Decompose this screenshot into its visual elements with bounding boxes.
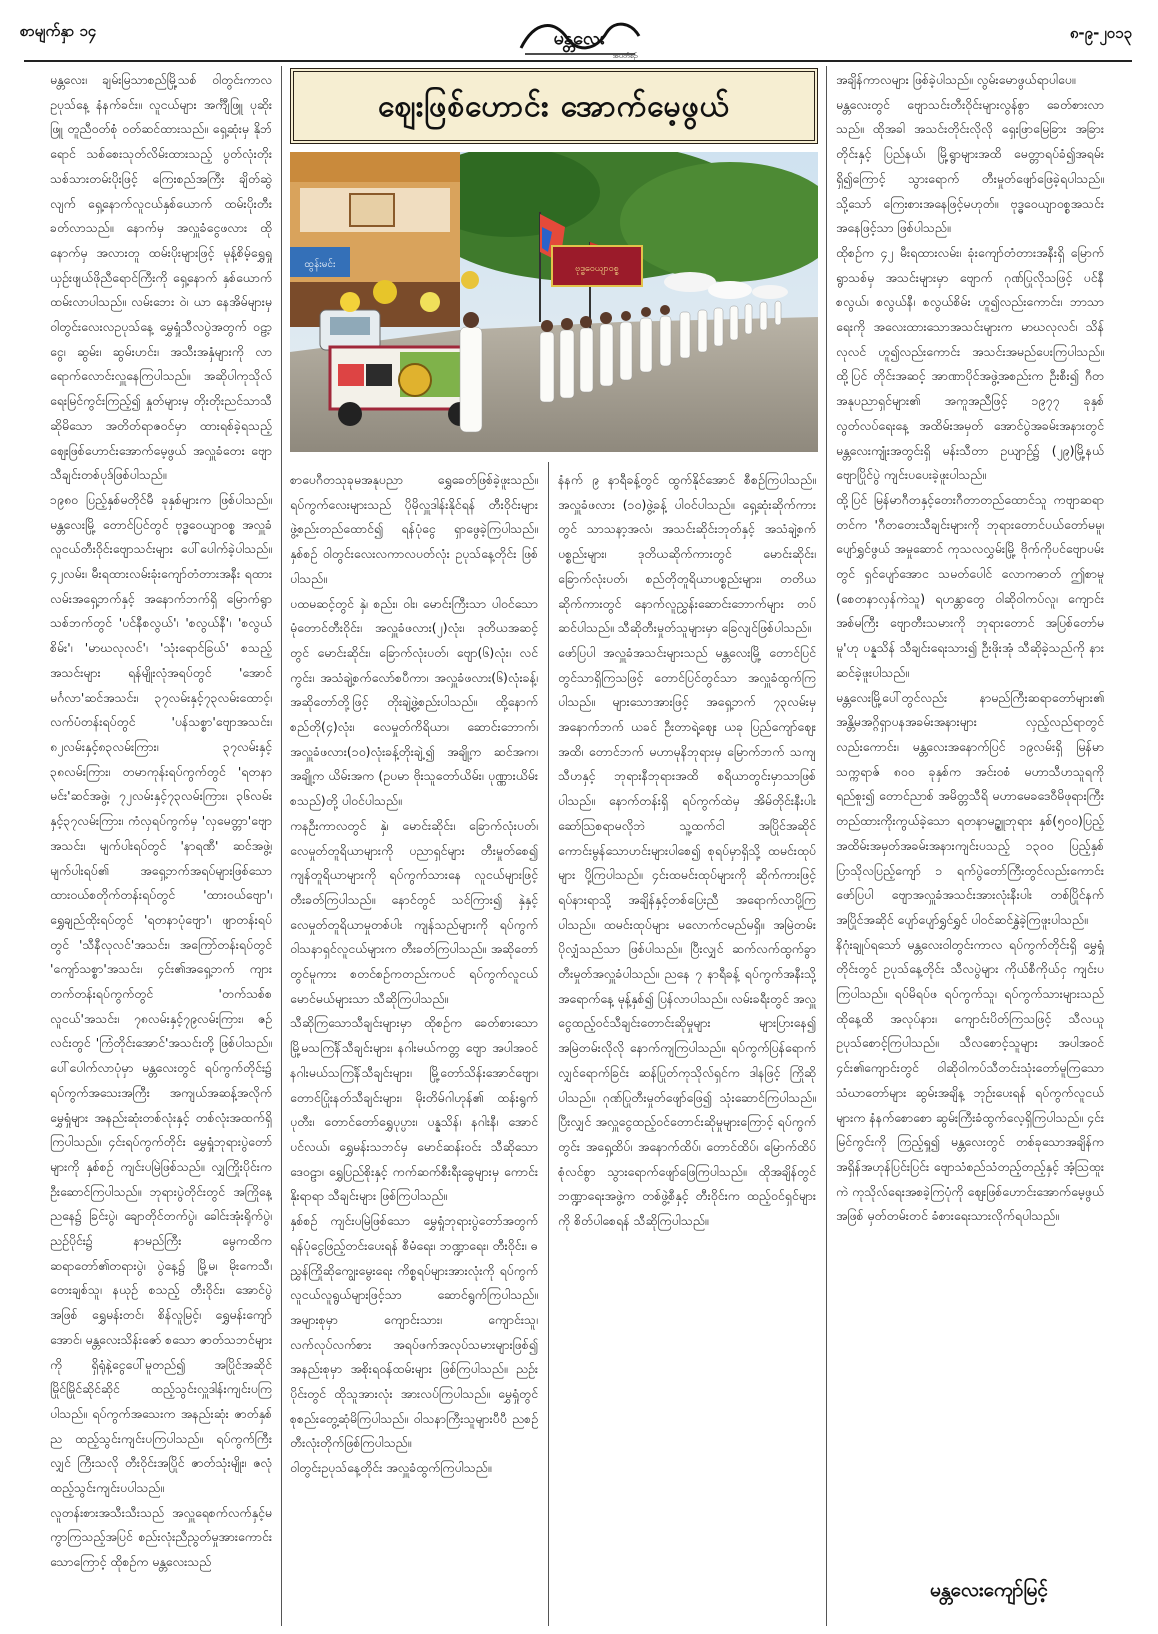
author-byline: မန္တလေးကျော်မြင့် [930, 1579, 1048, 1601]
shop-sign: ထွန်းမင်း [304, 259, 336, 270]
article-column-2: စာပေဂီတသုခုမအနုပညာ ရွှေခေတ်ဖြစ်ခဲ့ဖူးသည်။ ရပ်ကွက်လေးများသည် ပိုမိုလှူဒါန်းနိုင်ရန် တီးဝိုင်းများဖွဲ့စည်းတည်ထောင်၍ ရန်ပုံငွေ ရှာဖွေခဲ့ကြပါသည်။ နှစ်စဉ် ဝါတွင်းလေးလကာလပတ်လုံး ဥပုသ်နေ့တိုင်း ဖြစ်ပါသည်။ ပထမဆင့်တွင် နှဲ၊ စည်း၊ ဝါး၊ မောင်းကြီးသာ ပါဝင်သော မုံတောင်တီးဝိုင်း၊ အလှူခံဖလား(၂)လုံး၊ ဒုတိယအဆင့်တွင် မောင်းဆိုင်း၊ ခြောက်လုံးပတ်၊ ဗျော(၆)လုံး၊ လင်ကွင်း၊ အသံချဲ့စက်လော်စပီကာ၊ အလှူခံဖလား(၆)လုံးခန့်၊ အဆိုတော်တို့ဖြင့် တိုးချဲ့ဖွဲ့စည်းပါသည်။ ထို့နောက် စည်တို(၄)လုံး၊ လေမှုတ်ကိရိယာ၊ ဆောင်းဘောက်၊ အလှူခံဖလား(၁၀)လုံးခန့်တိုးချဲ့၍ အချို့က ဆင်အက၊ အချို့က ယိမ်းအက (ဥပမာ ဗိုးသူတော်ယိမ်း၊ ပုဏ္ဏားယိမ်း စသည်)တို့ ပါဝင်ပါသည်။ ကနဦးကာလတွင် နှဲ၊ မောင်းဆိုင်း၊ ခြောက်လုံးပတ်၊ လေမှုတ်တူရိယာများကို ပညာရှင်များ တီးမှုတ်စေ၍ ကျန်တူရိယာများကို ရပ်ကွက်သားနေ လူငယ်များဖြင့် တီးခတ်ကြပါသည်။ နောင်တွင် သင်ကြား၍ နှဲနှင့် လေမှုတ်တူရိယာမှုတစ်ပါး ကျန်သည်များကို ရပ်ကွက်ဝါသနာရှင်လူငယ်များက တီးခတ်ကြပါသည်။ အဆိုတော်တွင်မူကား စတင်စဉ်ကတည်းကပင် ရပ်ကွက်လူငယ်မောင်မယ်များသာ သီဆိုကြပါသည်။ သီဆိုကြသောသီချင်းများမှာ ထိုစဉ်က ခေတ်စားသော မြို့မသကြင်္န်သီချင်းများ၊ နဂါးမယ်ကတ္တ ဗျော အပါအဝင် နဂါးမယ်သကြင်္န်သီချင်းများ၊ မြို့တော်သိန်းအောင်ဗျော၊ တောင်ပြုံးနတ်သီချင်းများ၊ မိုးတိမ်ဂါဟုန်၏ ထန်းရွက်ပုတီး၊ တောင်တော်ရွှေပုပ္ပား၊ ပန္နသိန်၊ နဂါးနီ၊ အောင်ပင်လယ်၊ ရွှေမန်းသဘင်မှ မောင်ဆန်းဝင်း သီဆိုသော ဒေဝဠာ၊ ရွှေပြည်စိုးနှင့် ကက်ဆက်စီးရီးခွေများမှ ကောင်းနိုးရာရာ သီချင်းများ ဖြစ်ကြပါသည်။ နှစ်စဉ် ကျင်းပမြဲဖြစ်သော မွှေရှုံဘုရားပွဲတော်အတွက် ရန်ပုံငွေဖြည့်တင်းပေးရန် စီမံရေး၊ ဘဏ္ဍာရေး၊ တီးဝိုင်း၊ ဓညွှန်ကြိုဆိုကျွေးမွေးရေး ကိစ္စရပ်များအားလုံးကို ရပ်ကွက်လူငယ်လူရွယ်များဖြင့်သာ ဆောင်ရွက်ကြပါသည်။ အများစုမှာ ကျောင်းသား၊ ကျောင်းသူ၊ လက်လုပ်လက်စား အရပ်ဖက်အလုပ်သမားများဖြစ်၍ အနည်းစုမှာ အစိုးရဝန်ထမ်းများ ဖြစ်ကြပါသည်။ ညဉ်းပိုင်းတွင် ထိုသူအားလုံး အားလပ်ကြပါသည်။ မွှေရှုံတွင် စုစည်းတွေ့ဆုံမိကြပါသည်။ ဝါသနာကြီးသူများပီပီ ညစဉ် တီးလုံးတိုက်ဖြစ်ကြပါသည်။ ဝါတွင်းဥပုသ်နေ့တိုင်း အလှူခံထွက်ကြပါသည်။ [290, 472, 538, 1476]
column-rule-middle [548, 462, 549, 1626]
header-rule [24, 60, 1132, 62]
procession-photo [290, 152, 818, 452]
page-number: စာမျက်နှာ ၁၄ [20, 22, 97, 40]
procession-banner: ဗုဒ္ဓဝေယျာဝစ္စ [575, 264, 619, 274]
article-column-3: နံနက် ၉ နာရီခန့်တွင် ထွက်နိုင်အောင် စီစဉ်ကြပါသည်။ အလှူခံဖလား (၁၀)ဖွဲ့ခန့် ပါဝင်ပါသည်။ ရှေ့ဆုံးဆိုက်ကားတွင် သာသနာ့အလံ၊ အသင်းဆိုင်းဘုတ်နှင့် အသံချဲ့စက်ပစ္စည်းများ၊ ဒုတိယဆိုက်ကားတွင် မောင်းဆိုင်း၊ ခြောက်လုံးပတ်၊ စည်တိုတူရိယာပစ္စည်းများ၊ တတိယဆိုက်ကားတွင် နောက်လူညွှန်းဆောင်းဘောက်များ တပ်ဆင်ပါသည်။ သီဆိုတီးမှုတ်သူများမှာ ခြေလျင်ဖြစ်ပါသည်။ ဖော်ပြပါ အလှူခံအသင်းများသည် မန္တလေးမြို့ တောင်ပြင်တွင်သာရှိကြသဖြင့် တောင်ပြင်တွင်သာ အလှူခံထွက်ကြပါသည်။ များသောအားဖြင့် အရှေ့ဘက် ၇၃လမ်းမှ အနောက်ဘက် ယခင် ဦးတာရဲ့ဈေး ယခု ပြည်ကျော်ဈေးအထိ၊ တောင်ဘက် မဟာမုနိဘုရားမှ မြောက်ဘက် သကျသီဟနှင့် ဘုရားနီဘုရားအထိ စရိယာတွင်းမှာသာဖြစ်ပါသည်။ နောက်တန်းရှိ ရပ်ကွက်ထဲမှ အိမ်တိုင်းနီးပါး ဆော်ဩစရာမလိုဘဲ သူ့ထက်ငါ အပြိုင်အဆိုင် ကောင်းမွန်သောဟင်းများပါစေ၍ စုရပ်မှာရှိသို့ ထမင်းထုပ်များ ပို့ကြပါသည်။ ၄င်းထမင်းထုပ်များကို ဆိုက်ကားဖြင့် ရပ်နားရာသို့ အချိန်နှင့်တစ်ပြေးညီ အရောက်လာပို့ကြပါသည်။ ထမင်းထုပ်များ မလောက်ငမည်မရှိ။ အမြဲတမ်း ပိုလျှံသည်သာ ဖြစ်ပါသည်။ ပြီးလျှင် ဆက်လက်ထွက်ခွာတီးမှုတ်အလှူခံပါသည်။ ညနေ ၇ နာရီခန့် ရပ်ကွက်အနီးသို့ အရောက်နေ့ မုန့်နှစ်၍ ပြန်လာပါသည်။ လမ်းခရီးတွင် အလှူငွေထည့်ဝင်သီချင်းတောင်းဆိုမှုများ များပြားနေ၍ အမြဲတမ်းလိုလို နောက်ကျကြပါသည်။ ရပ်ကွက်ပြန်ရောက်လျှင်ရောက်ခြင်း ဆန်ပြုတ်ကုသိုလ်ရှင်က ဒါနဖြင့် ကြိုဆိုပါသည်။ ဂုဏ်ပြုတီးမှုတ်ဖျော်ဖြေ၍ သုံးဆောင်ကြပါသည်။ ပြီးလျှင် အလှူငွေထည့်ဝင်တောင်းဆိုမှုများကြောင့် ရပ်ကွက်တွင်း အရှေ့ထိပ်၊ အနောက်ထိပ်၊ တောင်ထိပ်၊ မြောက်ထိပ် စုံလင်စွာ သွားရောက်ဖျော်ဖြေကြပါသည်။ ထိုအချိန်တွင် ဘဏ္ဍာရေးအဖွဲ့က တစ်ဖွဲ့စီနှင့် တီးဝိုင်းက ထည့်ဝင်ရှင်များကို စိတ်ပါစေရန် သီဆိုကြပါသည်။ [558, 472, 816, 1229]
article-photo [290, 152, 818, 452]
headline-box [290, 68, 818, 144]
logo-subtext: အပတ်စဉ် [612, 52, 638, 60]
issue-date: ၈-၉-၂၀၁၃ [1069, 24, 1132, 42]
headline: ဈေးဖြစ်ဟောင်း အောက်မေ့ဖွယ် [378, 89, 730, 124]
logo-text: မန္တလေး [553, 28, 605, 49]
column-rule-left [281, 66, 282, 1626]
column-rule-right [826, 66, 827, 1626]
article-column-4: အချိန်ကာလများ ဖြစ်ခဲ့ပါသည်။ လွမ်းမောဖွယ်ရာပါပေ။ မန္တလေးတွင် ဗျောသင်းတီးဝိုင်းများလွန်စွာ ခေတ်စားလာသည်။ ထိုအခါ အသင်းတိုင်းလိုလို ရှေးဖြာမြေခြား အခြားတိုင်းနှင့် ပြည်နယ်၊ မြို့ရွာများအထိ မေတ္တာရပ်ခံ၍အရမ်းရှိ၍ကြောင့် သွားရောက် တီးမှုတ်ဖျော်ဖြေခဲ့ရပါသည်။ သို့သော် ကြေးစားအနေဖြင့်မဟုတ်။ ဗုဒ္ဓဝေယျာဝစ္စအသင်းအနေဖြင့်သာ ဖြစ်ပါသည်။ ထိုစဉ်က ၄၂ မီးရထားလမ်း၊ ခုံးကျော်တံတားအနီးရှိ မြောက်ရွာသစ်မှ အသင်းများမှာ ဗျောက် ဂုဏ်ပြုလိုသဖြင့် ပင်နီစလွယ်၊ စလွယ်နီ၊ စလွယ်စိမ်း ဟူ၍လည်းကောင်း၊ ဘာသာရေးကို အလေးထားသောအသင်းများက မာဃလုလင်၊ သိန်လုလင် ဟူ၍လည်းကောင်း အသင်းအမည်ပေးကြပါသည်။ ထို့ပြင် တိုင်းအဆင့် အာဏာပိုင်အဖွဲ့အစည်းက ဦးစီး၍ ဂီတအနုပညာရှင်များ၏ အကူအညီဖြင့် ၁၉၇၇ ခုနှစ် လွတ်လပ်ရေးနေ့ အထိမ်းအမှတ် အောင်ပွဲအခမ်းအနားတွင် မန္တလေးကျုံးအတွင်းရှိ မန်းသီတာ ဥယျာဉ်၌ (၂၉)မြို့နယ် ဗျောပြိုင်ပွဲ ကျင်းပပေးခဲ့ဖူးပါသည်။ ထို့ပြင် မြန်မာဂီတနှင့်တေးဂီတာတည်ထောင်သူ ကဗျာဆရာတင်က 'ဂီတတေးသီချင်းများကို ဘုရားတောင်ပယ်တော်မမူ၊ ပျော်ရွှင်ဖွယ် အမှုဆောင် ကုသလလွှမ်းမြို့ ဗိုက်ကိုပင်ဗျောပမ်းတွင် ရှင်ပျော်အောင သမတ်ပေါင် လောကဓာတ် ဤစာမူ (စေတနာလှန်ကဲသူ) ရဟန္တာတွေ ဝါဆိုဝါကပ်လူ၊ ကျောင်းအစ်မကြီး ဗျောတီးသမားကို ဘုရားတောင် အပြစ်တော်မမူ'ဟု ပန္နသိန် သီချင်းရေးသား၍ ဦးဖိုးအုံ သီဆိုခဲ့သည်ကို နားဆင်ခဲ့ဖူးပါသည်။ မန္တလေးမြို့ပေါ်တွင်လည်း နာမည်ကြီးဆရာတော်များ၏ အန္တိမအဂ္ဂိရှာပနအခမ်းအနားများ လှည့်လည်ရာတွင်လည်းကောင်း၊ မန္တလေးအနောက်ပြင် ၁၉လမ်းရှိ မြန်မာသက္ကရာဇ် ၈၀၀ ခုနှစ်က အင်းဝစံ မဟာသီဟသူရကို ရည်စူး၍ တောင်ညာစ် အမိတ္တသီရိ မဟာမေခဒေဝီမိဖုရားကြီး တည်ထားကိုးကွယ်ခဲ့သော ရတနာမဉ္ဇူဘုရား နှစ်(၅၀၀)ပြည့် အထိမ်းအမှတ်အခမ်းအနားကျင်းပသည့် ၁၃၀၀ ပြည့်နှစ် ပြာသိုလပြည့်ကျော် ၁ ရက်ပွဲတော်ကြီးတွင်လည်းကောင်း ဖော်ပြပါ ဗျောအလှူခံအသင်းအားလုံးနီးပါး တစ်ပြိုင်နက် အပြိုင်အဆိုင် ပျော်ပျော်ရွှင်ရွှင် ပါဝင်ဆင်နွှဲခဲ့ကြဖူးပါသည်။ နိဂုံးချုပ်ရသော် မန္တလေးဝါတွင်းကာလ ရပ်ကွက်တိုင်းရှိ မွှေရှုံတိုင်းတွင် ဥပုသ်နေ့တိုင်း သီလပွဲများ ကိုယ်စီကိုယ်ငှ ကျင်းပကြပါသည်။ ရပ်မိရပ်ဖ ရပ်ကွက်သူ၊ ရပ်ကွက်သားများသည် ထိုနေ့ထိ အလုပ်နား၊ ကျောင်းပိတ်ကြသဖြင့် သီလယူဥပုသ်စောင့်ကြပါသည်။ သီလစောင့်သူများ အပါအဝင် ၄င်း၏ကျောင်းတွင် ဝါဆိုဝါကပ်သီတင်းသုံးတော်မူကြသော သံဃာတော်များ ဆွမ်းအချိန့ ဘုဉ်းပေးရန် ရပ်ကွက်လူငယ်များက နံနက်စောစော ဆွမ်းကြီးခံထွက်လေ့ရှိကြပါသည်။ ၄င်းမြင်ကွင်းကို ကြည့်ရှု၍ မန္တလေးတွင် တစ်ခုသောအချိန်က အရှိန်အဟုန်ပြင်းပြင်း ဗျောသံစည်သံတည့်တည့်နှင့် အံ့သြထူးကဲ ကုသိုလ်ရေးအစခဲ့ကြပုံကို ဈေးဖြစ်ဟောင်းအောက်မေ့ဖွယ်အဖြစ် မှတ်တမ်းတင် ခံစားရေးသားလိုက်ရပါသည်။ [836, 72, 1104, 1224]
masthead-logo [515, 14, 645, 60]
article-column-1: မန္တလေး၊ ချမ်းမြသာစည်မြို့သစ် ဝါတွင်းကာလ ဥပုသ်နေ့ နံနက်ခင်း။ လူငယ်များ အင်္ကျီဖြူ ပုဆိုးဖြူ တူညီဝတ်စုံ ဝတ်ဆင်ထားသည်။ ရှေ့ဆုံးမှ နိုဘ်ရောင် သစ်စေးသုတ်လိမ်းထားသည့် ပွတ်လုံးတိုးသစ်သားတမ်းပိုးဖြင့် ကြေးစည်အကြီး ချိတ်ဆွဲလျက် ရှေ့နောက်လူငယ်နှစ်ယောက် ထမ်းပိုးတီးခတ်လာသည်။ နောက်မှ အလှူခံငွေဖလား ထိုနောက်မှ အလားတူ ထမ်းပိုးများဖြင့် မုန့်စိမ့်ရွှေရှုယှဉ်းဖျယ်ဖိုညီရောင်ကြီးကို ရှေ့နောက် နှစ်ယောက်ထမ်းလာပါသည်။ လမ်းဘေး ဝဲ၊ ယာ နေအိမ်များမှ ဝါတွင်းလေးလဥပုသ်နေ့ မွှေရှုံသီလပွဲအတွက် ဝဠာ့ငွေ၊ ဆွမ်း၊ ဆွမ်းဟင်း၊ အသီးအနှံများကို လာရောက်လောင်းလှူနေကြပါသည်။ အဆိုပါကုသိုလ်ရေးမြင်ကွင်းကြည့်၍ နှုတ်များမှ တိုးတိုးညင်သာသီဆိုမိသော အတိတ်ရာဇဝင်မှာ ထားရစ်ခဲ့ရသည့် ဈေးဖြစ်ဟောင်းအောက်မေ့ဖွယ် အလှူခံတေး ဗျောသီချင်းတစ်ပုဒ်ဖြစ်ပါသည်။ ၁၉၈၀ ပြည့်နှစ်မတိုင်မီ ခုနှစ်များက ဖြစ်ပါသည်။ မန္တလေးမြို့ တောင်ပြင်တွင် ဗုဒ္ဓဝေယျာဝစ္စ အလှူခံ လူငယ်တီးဝိုင်းဗျောသင်းများ ပေါ်ပေါက်ခဲ့ပါသည်။ ၄၂လမ်း၊ မီးရထားလမ်းခုံးကျော်တံတားအနီး ရထားလမ်းအရှေ့ဘက်နှင့် အနောက်ဘက်ရှိ မြောက်ရွာသစ်ဘက်တွင် 'ပင်နီစလွယ်'၊ 'စလွယ်နီ'၊ 'စလွယ်စိမ်း'၊ 'မာဃလုလင်'၊ 'သုံးရောင်ခြယ်' စသည့် အသင်းများ ရန်မျိုးလုံအရပ်တွင် 'အောင်မင်္ဂလာ'ဆင်အသင်း၊ ၃၇လမ်းနှင့်၇၃လမ်းထောင့်၊ လက်ပံတန်းရပ်တွင် 'ပန်သစ္စာ'ဗျောအသင်း၊ ၈၂လမ်းနှင့်၈၃လမ်းကြား၊ ၃၇လမ်းနှင့် ၃၈လမ်းကြား၊ တမာကုန်းရပ်ကွက်တွင် 'ရတနာမင်း'ဆင်အဖွဲ့၊ ၇၂လမ်းနှင့်၇၃လမ်းကြား၊ ၃၆လမ်းနှင့်၃၇လမ်းကြား၊ ကံလှရပ်ကွက်မှ 'လှမေတ္တာ'ဗျောအသင်း၊ မျက်ပါးရပ်တွင် 'နာရဏီ' ဆင်အဖွဲ့၊ မျက်ပါးရပ်၏ အရှေ့ဘက်အရပ်များဖြစ်သော ထားဝယ်စတိုက်တန်းရပ်တွင် 'ထားဝယ်ဗျော'၊ ရွှေချည်ထိုးရပ်တွင် 'ရတနာပုံဗျော'၊ ဖျာတန်းရပ်တွင် 'သီနီလုလင်'အသင်း၊ အကြော်တန်းရပ်တွင် 'ကျော်သစ္စာ'အသင်း၊ ၄င်း၏အရှေ့ဘက် ကျားတက်တန်းရပ်ကွက်တွင် 'တက်သစ်စလူငယ်'အသင်း၊ ၇၈လမ်းနှင့်၇၉လမ်းကြား၊ ဇဉ်လင်းတွင် 'ကြံတိုင်းအောင်'အသင်းတို့ ဖြစ်ပါသည်။ ပေါ်ပေါက်လာပုံမှာ မန္တလေးတွင် ရပ်ကွက်တိုင်း၌ ရပ်ကွက်အသေးအကြီး အကျယ်အဆန့်အလိုက် မွှေရှုံများ အနည်းဆုံးတစ်လုံးနှင့် တစ်လုံးအထက်ရှိကြပါသည်။ ၄င်းရပ်ကွက်တိုင်း မွှေရှုံဘုရားပွဲတော်များကို နှစ်စဉ် ကျင်းပမြဲဖြစ်သည်။ လျှကြိုးပိုင်းက ဦးဆောင်ကြပါသည်။ ဘုရားပွဲတိုင်းတွင် အကြိုနေ့ ညနေ၌ ခြင်းပွဲ၊ ချောတိုင်တက်ပွဲ၊ ခေါင်းအုံးရိုက်ပွဲ၊ ညဉ်ပိုင်း၌ နာမည်ကြီး မွေကထိကဆရာတော်၏တရားပွဲ၊ ပွဲနေ့၌ မြို့မ၊ မိုးကေသီ၊ တေးချစ်သူ၊ နယုဉ် စသည့် တီးဝိုင်း၊ အောင်ပွဲအဖြစ် ရွှေမန်းတင်၊ စိန်လူမြင့်၊ ရွှေမန်းကျော်အောင်၊ မန္တလေးသိန်းဇော် စသော ဇာတ်သဘင်များကို ရှိရုံနဲ့ငွေပေါ်မူတည်၍ အပြိုင်အဆိုင် မြိုင်မြိုင်ဆိုင်ဆိုင် ထည့်သွင်းလှူဒါန်းကျင်းပကြပါသည်။ ရပ်ကွက်အသေးက အနည်းဆုံး ဇာတ်နှစ်ည ထည့်သွင်းကျင်းပကြပါသည်။ ရပ်ကွက်ကြီးလျှင် ကြီးသလို တီးဝိုင်းအပြိုင် ဇာတ်သုံးမျိုး၊ ဇလုံ ထည့်သွင်းကျင်းပပါသည်။ လူတန်းစားအသီးသီးသည် အလှူရေစက်လက်နှင့်မကွာကြသည့်အပြင် စည်းလုံးညီညွတ်မှုအားကောင်းသောကြောင့် ထိုစဉ်က မန္တလေးသည် [50, 72, 272, 1570]
